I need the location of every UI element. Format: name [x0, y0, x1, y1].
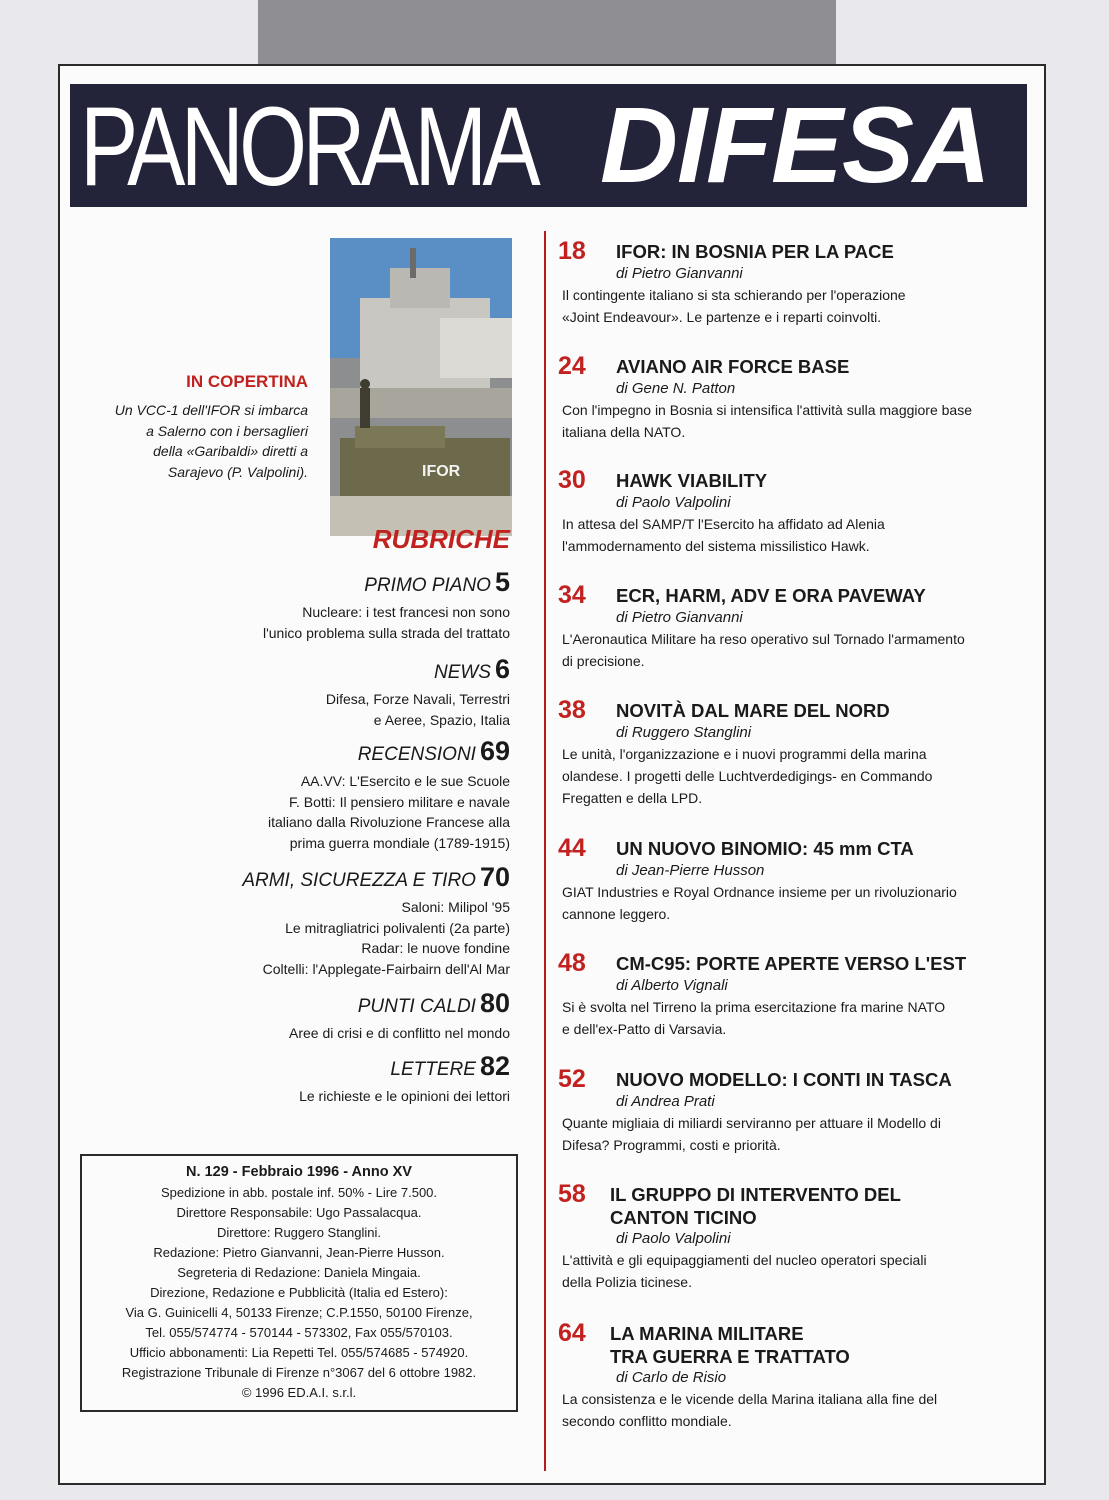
article-52[interactable] [558, 1064, 1028, 1156]
rubriche-title: RUBRICHE [372, 524, 510, 554]
article-page-number: 44 [558, 834, 586, 862]
article-44[interactable] [558, 833, 1028, 925]
rubrica-name: ARMI, SICUREZZA E TIRO [242, 870, 476, 891]
rubrica-line: Nucleare: i test francesi non sono [302, 604, 510, 620]
article-48[interactable] [558, 948, 1028, 1040]
rubrica-line: F. Botti: Il pensiero militare e navale [289, 793, 510, 810]
article-description: Quante migliaia di miliardi serviranno per attuare il Modello di [562, 1115, 941, 1131]
cover-photo [330, 238, 512, 536]
rubrica-news[interactable] [160, 654, 510, 730]
article-page-number: 52 [558, 1065, 586, 1093]
rubrica-armi-sicurezza-tiro[interactable] [160, 862, 510, 979]
rubrica-line: Le richieste e le opinioni dei lettori [299, 1088, 510, 1104]
article-description: Il contingente italiano si sta schierando per l'operazione [562, 287, 906, 303]
masthead [70, 84, 1027, 207]
article-title: TRA GUERRA E TRATTATO [610, 1346, 850, 1367]
article-description: L'Aeronautica Militare ha reso operativo sul Tornado l'armamento [562, 631, 965, 647]
article-page-number: 24 [558, 352, 586, 380]
article-page-number: 38 [558, 696, 586, 724]
rubrica-punti-caldi[interactable] [160, 988, 510, 1044]
imprint-line: Direttore: Ruggero Stanglini. [216, 1225, 382, 1240]
rubrica-line: italiano dalla Rivoluzione Francese alla [267, 814, 510, 830]
rubrica-page-number: 82 [479, 1051, 510, 1081]
imprint-line: Segreteria di Redazione: Daniela Mingaia. [177, 1265, 421, 1280]
article-title: IL GRUPPO DI INTERVENTO DEL [610, 1184, 901, 1205]
cover-section-title: IN COPERTINA [186, 372, 308, 391]
rubrica-primo-piano[interactable] [160, 567, 510, 643]
article-author: di Jean-Pierre Husson [616, 862, 765, 879]
article-title: NUOVO MODELLO: I CONTI IN TASCA [616, 1069, 952, 1090]
article-author: di Pietro Gianvanni [616, 265, 743, 282]
article-34[interactable] [558, 580, 1028, 672]
imprint-line: Direzione, Redazione e Pubblicità (Italia ed Estero): [150, 1285, 448, 1300]
rubrica-lettere[interactable] [160, 1051, 510, 1107]
cover-caption-line: Un VCC-1 dell'IFOR si imbarca [114, 402, 308, 418]
article-title: AVIANO AIR FORCE BASE [616, 356, 850, 377]
article-author: di Ruggero Stanglini [616, 724, 752, 741]
cover-caption [90, 400, 308, 482]
article-description: l'ammodernamento del sistema missilistico Hawk. [562, 538, 870, 554]
article-description: «Joint Endeavour». Le partenze e i reparti coinvolti. [562, 309, 882, 325]
article-description: L'attività e gli equipaggiamenti del nucleo operatori speciali [562, 1252, 927, 1268]
rubrica-name: LETTERE [390, 1059, 476, 1080]
article-page-number: 34 [558, 581, 586, 609]
top-grey-band [258, 0, 836, 66]
article-title: CM-C95: PORTE APERTE VERSO L'EST [616, 953, 967, 974]
rubrica-name: NEWS [433, 662, 491, 683]
rubrica-line: Difesa, Forze Navali, Terrestri [325, 691, 510, 707]
article-description: Con l'impegno in Bosnia si intensifica l'attività sulla maggiore base [562, 402, 973, 418]
rubrica-line: e Aeree, Spazio, Italia [373, 711, 510, 728]
article-title: CANTON TICINO [610, 1207, 757, 1228]
rubrica-line: Le mitragliatrici polivalenti (2a parte) [285, 919, 510, 936]
rubrica-page-number: 70 [479, 862, 510, 892]
article-description: GIAT Industries e Royal Ordnance insieme per un rivoluzionario [562, 884, 957, 900]
article-description: secondo conflitto mondiale. [562, 1413, 732, 1429]
article-author: di Alberto Vignali [616, 977, 728, 994]
article-description: In attesa del SAMP/T l'Esercito ha affidato ad Alenia [562, 516, 885, 532]
rubrica-name: RECENSIONI [357, 744, 476, 765]
article-description: della Polizia ticinese. [562, 1274, 692, 1290]
imprint-line: Spedizione in abb. postale inf. 50% - Lire 7.500. [160, 1185, 438, 1200]
issue-info: N. 129 - Febbraio 1996 - Anno XV [186, 1164, 412, 1180]
article-description: italiana della NATO. [562, 424, 686, 440]
masthead-title-panorama: PANORAMA [80, 84, 537, 207]
article-description: e dell'ex-Patto di Varsavia. [562, 1021, 727, 1037]
imprint-line: Via G. Guinicelli 4, 50133 Firenze; C.P.1550, 50100 Firenze, [125, 1305, 473, 1320]
cover-caption-line: della «Garibaldi» diretti a [153, 443, 308, 459]
article-author: di Paolo Valpolini [616, 494, 731, 511]
article-author: di Pietro Gianvanni [616, 609, 743, 626]
rubrica-line: Radar: le nuove fondine [361, 940, 510, 956]
rubrica-line: Aree di crisi e di conflitto nel mondo [289, 1025, 510, 1041]
imprint-box [80, 1154, 518, 1412]
article-description: La consistenza e le vicende della Marina italiana alla fine del [562, 1391, 938, 1407]
article-description: cannone leggero. [562, 906, 671, 922]
rubrica-recensioni[interactable] [160, 736, 510, 853]
article-page-number: 64 [558, 1319, 586, 1347]
rubrica-line: Coltelli: l'Applegate-Fairbairn dell'Al Mar [262, 960, 510, 977]
column-divider [544, 231, 546, 1471]
imprint-line: Registrazione Tribunale di Firenze n°3067 del 6 ottobre 1982. [121, 1365, 477, 1380]
rubrica-name: PUNTI CALDI [357, 996, 476, 1017]
article-description: Fregatten e della LPD. [562, 790, 703, 806]
magazine-page [58, 64, 1046, 1485]
article-title: NOVITÀ DAL MARE DEL NORD [616, 700, 890, 721]
cover-photo-illustration [330, 238, 512, 536]
rubrica-line: Saloni: Milipol '95 [401, 899, 510, 915]
rubrica-line: AA.VV: L'Esercito e le sue Scuole [300, 773, 510, 789]
article-title: HAWK VIABILITY [616, 470, 768, 491]
article-description: olandese. I progetti delle Luchtverdedigings- en Commando [562, 768, 933, 784]
article-title: ECR, HARM, ADV E ORA PAVEWAY [616, 585, 926, 606]
imprint-line: Tel. 055/574774 - 570144 - 573302, Fax 055/570103. [145, 1325, 453, 1340]
rubrica-line: l'unico problema sulla strada del trattato [262, 624, 510, 641]
rubrica-page-number: 6 [494, 654, 510, 684]
article-author: di Andrea Prati [616, 1093, 715, 1110]
article-page-number: 48 [558, 949, 586, 977]
rubrica-line: prima guerra mondiale (1789-1915) [289, 834, 510, 851]
rubrica-name: PRIMO PIANO [364, 575, 491, 596]
article-description: Difesa? Programmi, costi e priorità. [562, 1137, 781, 1153]
article-page-number: 18 [558, 237, 586, 265]
article-description: Le unità, l'organizzazione e i nuovi programmi della marina [562, 746, 927, 762]
article-title: UN NUOVO BINOMIO: 45 mm CTA [616, 838, 914, 859]
rubrica-page-number: 69 [479, 736, 510, 766]
article-38[interactable] [558, 695, 1028, 809]
imprint-line: Direttore Responsabile: Ugo Passalacqua. [176, 1205, 422, 1220]
article-title: IFOR: IN BOSNIA PER LA PACE [616, 241, 894, 262]
rubrica-page-number: 80 [479, 988, 510, 1018]
article-author: di Carlo de Risio [616, 1369, 727, 1386]
cover-caption-line: Sarajevo (P. Valpolini). [167, 463, 308, 480]
article-30[interactable] [558, 465, 1028, 557]
article-page-number: 30 [558, 466, 586, 494]
article-24[interactable] [558, 351, 1028, 443]
imprint-line: Ufficio abbonamenti: Lia Repetti Tel. 055/574685 - 574920. [129, 1345, 469, 1360]
article-page-number: 58 [558, 1180, 586, 1208]
article-64[interactable] [558, 1318, 1028, 1432]
cover-caption-line: a Salerno con i bersaglieri [146, 422, 308, 439]
imprint-line: © 1996 ED.A.I. s.r.l. [241, 1385, 357, 1400]
article-author: di Paolo Valpolini [616, 1230, 731, 1247]
article-58[interactable] [558, 1179, 1028, 1293]
article-description: Si è svolta nel Tirreno la prima esercitazione fra marine NATO [562, 999, 946, 1015]
article-title: LA MARINA MILITARE [610, 1323, 804, 1344]
cover-photo-label: IFOR [422, 463, 461, 480]
imprint-line: Redazione: Pietro Gianvanni, Jean-Pierre Husson. [153, 1245, 445, 1260]
article-18[interactable] [558, 236, 1028, 328]
article-author: di Gene N. Patton [616, 380, 736, 397]
masthead-title-difesa: DIFESA [600, 84, 991, 205]
rubrica-page-number: 5 [494, 567, 510, 597]
article-description: di precisione. [562, 653, 645, 669]
